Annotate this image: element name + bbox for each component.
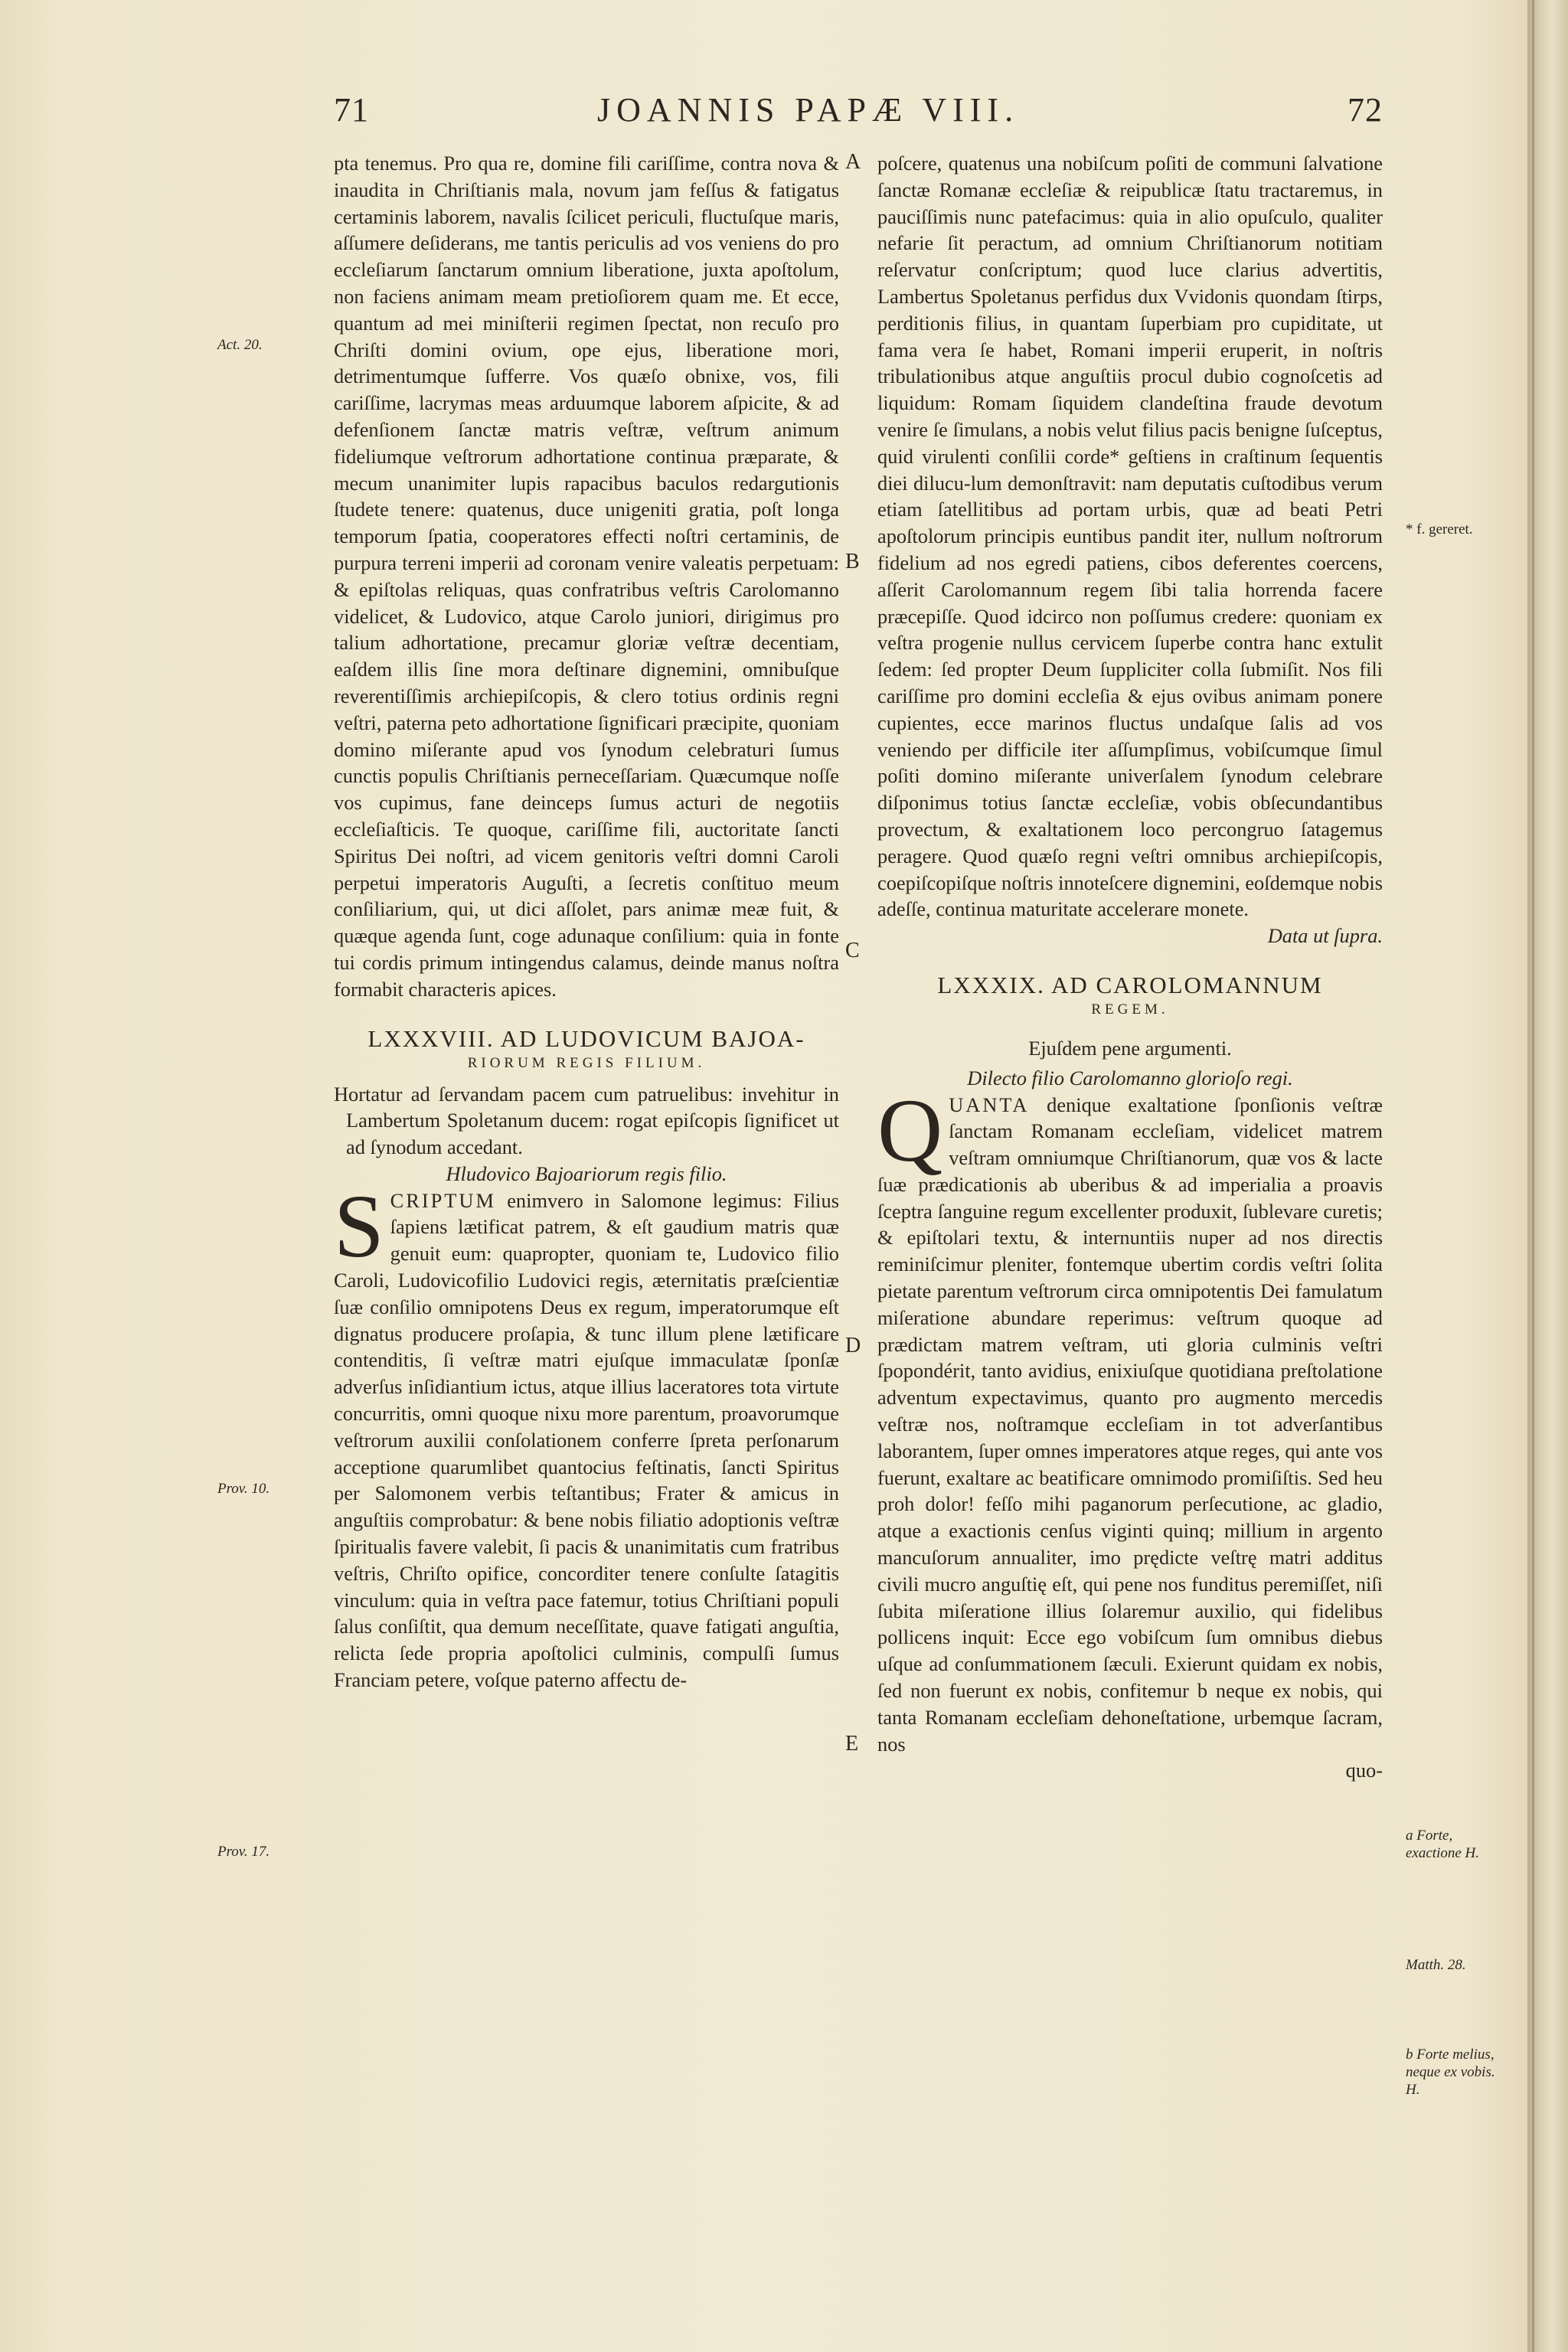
section-89-address: Dilecto filio Carolomanno glorioſo regi. [967, 1066, 1293, 1089]
left-opening-text: pta tenemus. Pro qua re, domine fili cariſſime, contra nova & inaudita in Chriſtianis mala, novum jam feſſus & fatigatus certaminis laborem, navalis ſcilicet periculi, fluctuſque maris, aſſumere deſiderans, me tantis periculis ad vos veniens do pro eccleſiarum ſanctarum omnium liberatione, juxta apoſtolum, non faciens animam meam pretioſiorem quam me. Et ecce, quantum ad mei miniſterii regimen ſpectat, non recuſo pro Chriſti domini ovium, ope ejus, liberatione mori, detrimentumque ſufferre. Vos quæſo obnixe, vos, fili cariſſime, lacrymas meas arduumque laborem aſpicite, & ad defenſionem ſanctæ matris veſtræ, veſtrum animum fideliumque veſtrorum adhortatione continua præparate, & mecum unanimiter lupis rapacibus baculos redargutionis ſtudete tenere: quatenus, duce unigeniti gratia, poſt longa temporum ſpatia, cooperatores effecti noſtri certaminis, de purpura terreni imperii ad coronam venire valeatis perpetuam: & epiſtolas reliquas, quas confratribus veſtris Carolomanno videlicet, & Ludovico, atque Carolo juniori, dirigimus pro talium adhortatione, precamur gloriæ veſtræ decentiam, eaſdem illis ſine mora deſtinare dignemini, omnibuſque reverentiſſimis archiepiſcopis, & clero totius ordinis regni veſtri, paterna peto adhortatione ſignificari præcipite, quoniam domino miſerante apud vos ſynodum celebraturi ſumus cunctis populis Chriſtianis perneceſſariam. Quæcumque noſſe vos cupimus, fane deinceps ſumus acturi de negotiis eccleſiaſticis. Te quoque, cariſſime fili, auctoritate ſancti Spiritus Dei noſtri, ad vicem genitoris veſtri domni Caroli perpetui imperatoris Auguſti, a ſecretis conſtituo meum conſiliarium, qui, ut dici aſſolet, pars animæ meæ fuit, & quæque agenda ſunt, coge adunaque conſilium: quia in fonte tui cordis primum intingendus calamus, deinde manus noſtra formabit characteris apices. [334, 152, 839, 1001]
left-column [334, 150, 839, 1694]
section-88-body [334, 1175, 839, 1694]
right-page-number: 72 [1348, 91, 1383, 129]
footnote-a: a Forte, exactione H. [1406, 1828, 1480, 1861]
right-opening-text: poſcere, quatenus una nobiſcum poſiti de communi ſalvatione ſanctæ Romanæ eccleſiæ & reipublicæ ſtatu tractaremus, in pauciſſimis nunc patefacimus: quia in alio opuſculo, qualiter nefarie ſit peractum, ad omnium Chriſtianorum notitiam reſervatur conſcriptum; quod luce clarius advertitis, Lambertus Spoletanus perfidus dux Vvidonis quondam ſtirps, perditionis filius, in quantam ſuperbiam pro cupiditate, ut fama vera ſe habet, Romani imperii eruperit, in noſtris tribulationibus atque anguſtiis procul dubio cognoſcetis ad liquidum: Romam ſiquidem clandeſtina fraude devotum venire ſe ſimulans, a nobis velut filius pacis benigne ſuſceptus, quid virulenti conſilii corde* geſtiens in craſtinum ſequentis diei dilucu-lum demonſtravit: nam deputatis cuſtodibus verum etiam ſatellitibus ad portam urbis, quæ ad beati Petri apoſtolorum principis euntibus pandit iter, nullum noſtrorum fidelium ad nos egredi patiens, cibos deferentes coercens, aſſerit Carolomannum regem ſibi talia horrenda facere præcepiſſe. Quod idcirco non poſſumus credere: quoniam ex veſtra progenie nullus cervicem ſuperbe contra hanc extulit ſedem: ſed propter Deum ſuppliciter colla ſubmiſit. Nos fili cariſſime pro domini eccleſia & ejus ovibus animam ponere cupientes, ecce marinos fluctus undaſque ſalis ad vos veniendo per difficile iter aſſumpſimus, vobiſcumque ſimul poſiti domino miſerante univerſalem ſynodum celebrare diſponimus totius ſanctæ eccleſiæ, vobis obſecundantibus provectum, & exaltationem loco percongruo ſatagemus peragere. Quod quæſo regni veſtri omnibus archiepiſcopis, coepiſcopiſque noſtris innoteſcere dignemini, eoſdemque nobis adeſſe, continua maturitate accelerare monete. [877, 152, 1383, 921]
date-line: Data ut ſupra. [1267, 924, 1383, 948]
left-page-number: 71 [334, 91, 369, 129]
section-letter-b: B [845, 550, 860, 573]
section-89-title: LXXXIX. AD CAROLOMANNUM [937, 971, 1323, 998]
right-column [877, 150, 1383, 1784]
section-88-summary: Hortatur ad ſervandam pacem cum patruelibus: invehitur in Lambertum Spoletanum ducem: rogat epiſcopis ſignificet ut ad ſynodum accedant. [334, 1082, 839, 1159]
section-88-address: Hludovico Bajoariorum regis filio. [446, 1161, 727, 1185]
margin-ref-prov-10: Prov. 10. [217, 1481, 270, 1497]
section-89-subtitle: REGEM. [1091, 1001, 1169, 1018]
running-title: JOANNIS PAPÆ VIII. [597, 91, 1020, 129]
section-letter-d: D [845, 1334, 861, 1357]
footnote-star: * f. gereret. [1406, 521, 1473, 537]
margin-ref-prov-17: Prov. 17. [217, 1844, 270, 1860]
binding-fold [1532, 0, 1534, 2352]
section-89-initial: Q [877, 1080, 943, 1181]
section-88-title: LXXXVIII. AD LUDOVICUM BAJOA- [368, 1024, 805, 1052]
footnote-b: b Forte melius, neque ex vobis. H. [1406, 2047, 1495, 2098]
margin-ref-acts: Act. 20. [217, 337, 263, 353]
section-letter-c: C [845, 939, 860, 962]
section-88-body-text: enimvero in Salomone legimus: Filius ſapiens lætificat patrem, & eſt gaudium matris quæ genuit eum: quapropter, quoniam te, Ludovico filio Caroli, Ludovicofilio Ludovici regis, æternitatis præſcientiæ ſuæ conſilio omnipotens Deus ex regum, imperatorumque eſt dignatus producere proſapia, & tunc illum plene lætificare contenditis, ſi veſtræ matri ejuſque immaculatæ ſponſæ adverſus inſidiantium ictus, atque illius laceratores tota virtute concurritis, omni quoque nixu more parentum, proavorumque veſtrorum auxilii conſolationem conferre ſpreta perſonarum acceptione quarumlibet quantocius feſtinatis, ſancti Spiritus per Salomonem verbis teſtantibus; Frater & amicus in anguſtiis comprobatur: & bene nobis filiatio adoptionis veſtræ ſpiritualis favere valebit, ſi pacis & unanimitatis cum fratribus veſtris, Chriſto opifice, concorditer tenere conſulte ſatagitis vinculum: quia in veſtra pace fatemur, totius Chriſtiani populi ſalus conſiſtit, qua demum neceſſitate, quave fatigati anguſtia, relicta ſede propria apoſtolici culminis, compulſi ſumus Franciam petere, voſque paterno affectu de- [334, 1188, 839, 1692]
section-88-initial: S [334, 1175, 384, 1276]
section-88-first-word: CRIPTUM [390, 1188, 496, 1212]
section-88-subtitle: RIORUM REGIS FILIUM. [467, 1054, 706, 1071]
facing-page-edge [1527, 0, 1568, 2352]
section-89-body [877, 1080, 1383, 1758]
section-89-summary: Ejuſdem pene argumenti. [1028, 1036, 1232, 1060]
catchword: quo- [1345, 1759, 1383, 1782]
section-89-first-word: UANTA [949, 1093, 1030, 1116]
margin-ref-matth: Matth. 28. [1406, 1957, 1466, 1973]
section-89-body-text: denique exaltatione ſponſionis veſtræ ſanctam Romanam eccleſiam, videlicet matrem veſtram omniumque Chriſtianorum, quæ vos & lacte ſuæ prædicationis ab uberibus & ad imperialia a proavis ſceptra ſanguine regum excellenter produxit, ſublevare curetis; & epiſtolari textu, & internuntiis nuper ad nos directis reminiſcimur pleniter, fontemque ubertim cordis veſtri ſolita pietate parentum veſtrorum circa omnipotentis Dei famulatum miſeratione abundare reperimus: veſtrum quoque ad prædictam matrem veſtram, uti gloria culminis veſtri ſpopondérit, tanto avidius, enixiuſque quotidiana preſtolatione adventum expectavimus, quanto pro augmento mercedis veſtræ nos, noſtramque eccleſiam in tot adverſantibus laborantem, ſuper omnes imperatores atque reges, qui ante vos fuerunt, exaltare ac beatificare omnimodo promiſiſtis. Sed heu proh dolor! feſſo mihi paganorum perſecutione, ac gladio, atque a exactionis cenſus viginti quinq; millium in argento mancuſorum annualiter, imo prędicte veſtrę matri additus civili mucro anguſtię eſt, qui pene nos funditus peremiſſet, niſi ſubita miſeratione illius ſolaremur auxilio, qui fidelibus pollicens inquit: Ecce ego vobiſcum ſum omnibus diebus uſque ad conſummationem ſæculi. Exierunt quidam ex nobis, ſed non fuerunt ex nobis, confitemur b neque ex nobis, qui tanta Romanam eccleſiam dehoneſtatione, urbemque ſacram, nos [877, 1093, 1383, 1756]
section-letter-a: A [845, 150, 861, 174]
section-letter-e: E [845, 1732, 859, 1756]
